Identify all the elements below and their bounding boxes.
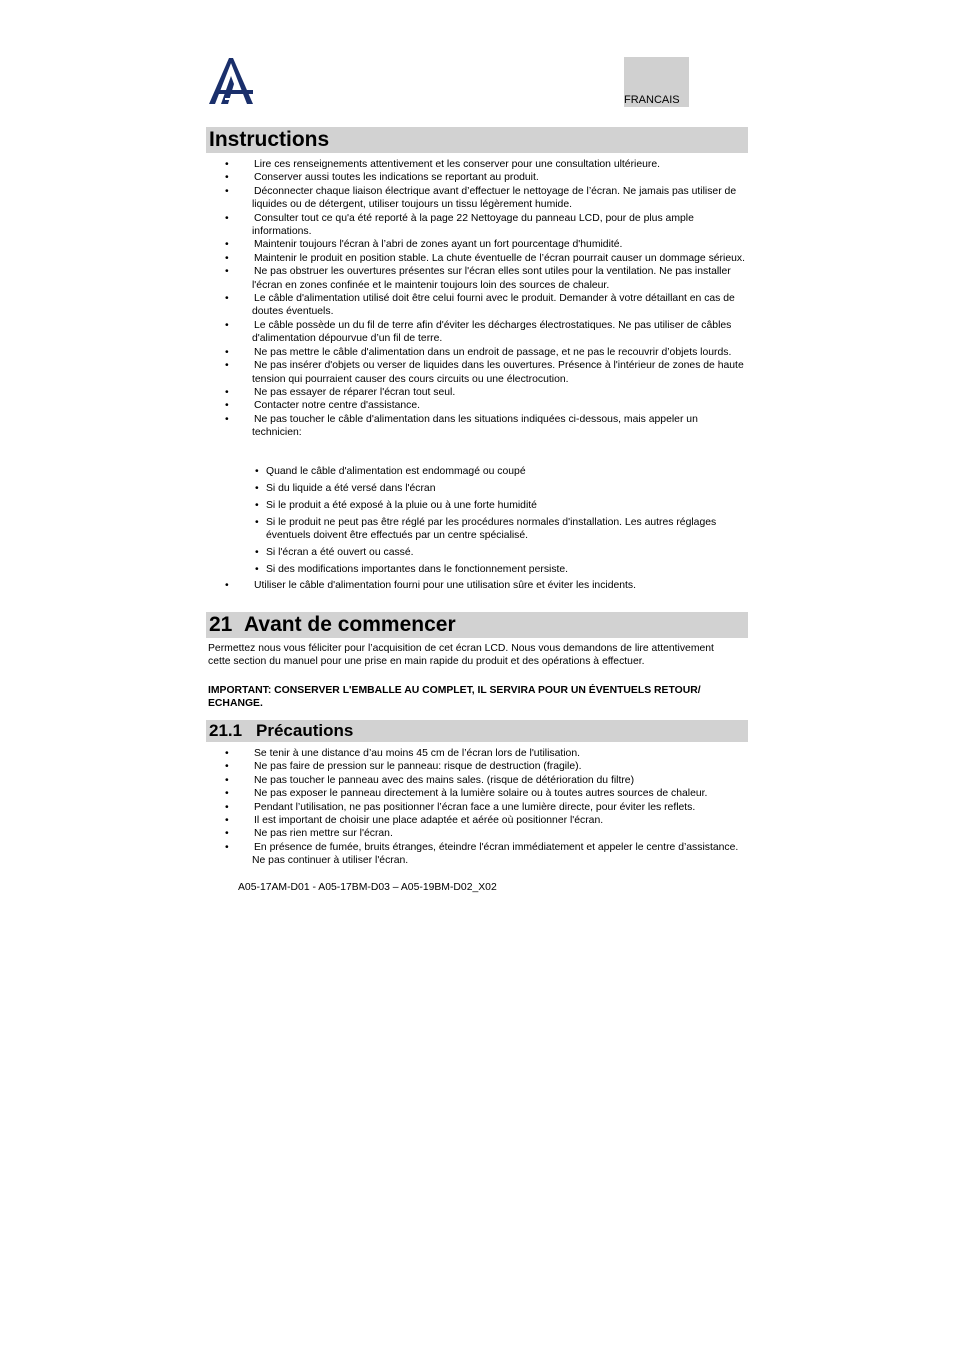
sublist-item: • Si le produit a été exposé à la pluie ou à une forte humidité: [252, 499, 742, 512]
instructions-list: [206, 158, 751, 440]
instructions-last-list: [206, 579, 751, 592]
list-item: • En présence de fumée, bruits étranges, éteindre l'écran immédiatement et appeler le centre d’assistance. Ne pas continuer à utiliser l'écran.: [206, 841, 751, 868]
section-number: 21: [209, 613, 233, 636]
list-item: • Ne pas essayer de réparer l'écran tout seul.: [206, 386, 751, 399]
subsection-title: Précautions: [256, 721, 354, 740]
list-item: • Conserver aussi toutes les indications se reportant au produit.: [206, 171, 751, 184]
sublist-item: • Si des modifications importantes dans le fonctionnement persiste.: [252, 563, 742, 576]
list-item: • Ne pas insérer d'objets ou verser de liquides dans les ouvertures. Présence à l'intérieur de zones de haute tension qui pourraient causer des cours circuits ou une électrocution.: [206, 359, 751, 386]
list-item: • Déconnecter chaque liaison électrique avant d’effectuer le nettoyage de l’écran. Ne jamais pas utiliser de liquides ou de détergent, utiliser toujours un tissu légèrement humide.: [206, 185, 751, 212]
sublist-item: • Si du liquide a été versé dans l'écran: [252, 482, 742, 495]
list-item: • Ne pas mettre le câble d'alimentation dans un endroit de passage, et ne pas le recouvrir d’objets lourds.: [206, 346, 751, 359]
technician-sublist: [252, 465, 742, 576]
list-item: • Ne pas obstruer les ouvertures présentes sur l'écran elles sont utiles pour la ventilation. Ne pas installer l'écran en zones confinée et le maintenir toujours loin des sources de chaleur.: [206, 265, 751, 292]
section-21-heading: [206, 612, 748, 638]
important-note: IMPORTANT: CONSERVER L'EMBALLE AU COMPLET, IL SERVIRA POUR UN ÉVENTUELS RETOUR/ ECHANGE.: [208, 685, 701, 710]
language-label: FRANCAIS: [624, 94, 680, 106]
list-item: • Contacter notre centre d'assistance.: [206, 399, 751, 412]
section-21-1-heading: [206, 720, 748, 742]
section-21-intro: Permettez nous vous féliciter pour l’acquisition de cet écran LCD. Nous vous demandons de lire attentivement cette section du manuel pour une prise en main rapide du produit et des opérations à effectuer.: [208, 643, 714, 668]
footer-model-numbers: A05-17AM-D01 - A05-17BM-D03 – A05-19BM-D02_X02: [238, 882, 497, 893]
list-item: • Ne pas toucher le panneau avec des mains sales. (risque de détérioration du filtre): [206, 774, 751, 787]
list-item: • Utiliser le câble d'alimentation fourni pour une utilisation sûre et éviter les incidents.: [206, 579, 751, 592]
subsection-number: 21.1: [209, 721, 243, 740]
list-item: • Le câble possède un du fil de terre afin d'éviter les décharges électrostatiques. Ne pas utiliser de câbles d'alimentation dépourvue d’un fil de terre.: [206, 319, 751, 346]
instructions-heading: [206, 127, 748, 153]
list-item: • Se tenir à une distance d’au moins 45 cm de l’écran lors de l'utilisation.: [206, 747, 751, 760]
sublist-item: • Quand le câble d'alimentation est endommagé ou coupé: [252, 465, 742, 478]
list-item: • Maintenir toujours l'écran à l’abri de zones ayant un fort pourcentage d'humidité.: [206, 238, 751, 251]
list-item: • Il est important de choisir une place adaptée et aérée où positionner l'écran.: [206, 814, 751, 827]
list-item: • Maintenir le produit en position stable. La chute éventuelle de l’écran pourrait causer un dommage sérieux.: [206, 252, 751, 265]
list-item: • Ne pas toucher le câble d'alimentation dans les situations indiquées ci-dessous, mais appeler un technicien:: [206, 413, 751, 440]
list-item: • Lire ces renseignements attentivement et les conserver pour une consultation ultérieure.: [206, 158, 751, 171]
list-item: • Pendant l’utilisation, ne pas positionner l’écran face a une lumière directe, pour éviter les reflets.: [206, 801, 751, 814]
list-item: • Ne pas rien mettre sur l'écran.: [206, 827, 751, 840]
atlantis-land-logo-icon: [207, 56, 255, 106]
sublist-item: • Si l'écran a été ouvert ou cassé.: [252, 546, 742, 559]
list-item: • Ne pas exposer le panneau directement à la lumière solaire ou à toutes autres sources de chaleur.: [206, 787, 751, 800]
list-item: • Consulter tout ce qu'a été reporté à la page 22 Nettoyage du panneau LCD, pour de plus ample informations.: [206, 212, 751, 239]
section-title: Avant de commencer: [244, 613, 456, 636]
list-item: • Le câble d'alimentation utilisé doit être celui fourni avec le produit. Demander à votre détaillant en cas de doutes éventuels.: [206, 292, 751, 319]
instructions-title: Instructions: [209, 128, 330, 151]
precautions-list: [206, 747, 751, 868]
list-item: • Ne pas faire de pression sur le panneau: risque de destruction (fragile).: [206, 760, 751, 773]
sublist-item: • Si le produit ne peut pas être réglé par les procédures normales d'installation. Les autres réglages éventuels doivent être effectués par un centre spécialisé.: [252, 516, 742, 543]
